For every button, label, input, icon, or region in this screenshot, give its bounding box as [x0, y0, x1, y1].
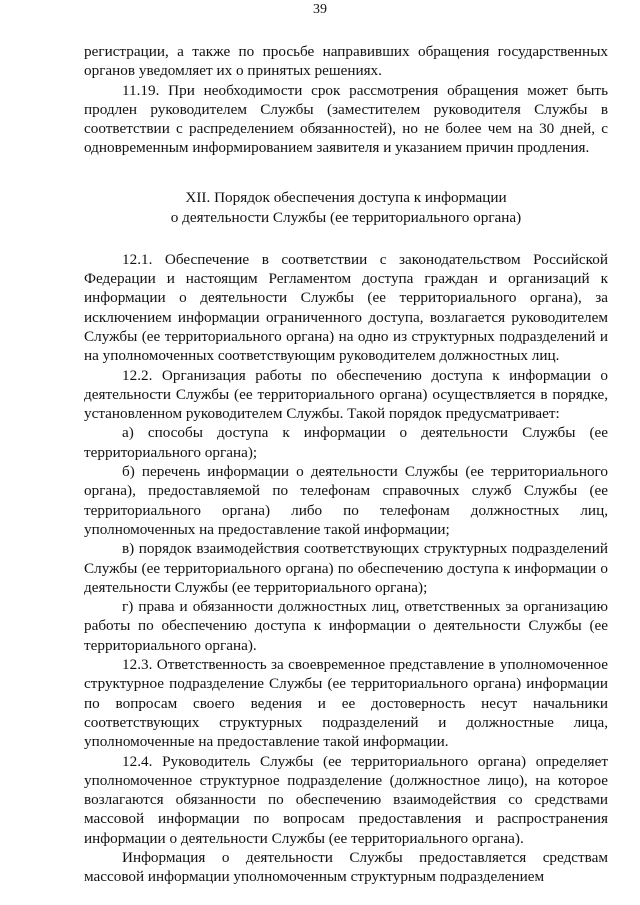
- paragraph-12-2: 12.2. Организация работы по обеспечению доступа к информации о деятельности Службы (ее территориального органа) осуществляется в порядке, установленном руководителем Службы. Такой порядок предусматривает:: [84, 366, 608, 423]
- spacer: [84, 158, 608, 188]
- list-item-b: б) перечень информации о деятельности Службы (ее территориального органа), предоставляемой по телефонам справочных служб Службы (ее территориального органа) либо по телефонам должностных лиц, уполномоченных на предоставление такой информации;: [84, 463, 608, 538]
- paragraph-12-3: 12.3. Ответственность за своевременное представление в уполномоченное структурное подразделение Службы (ее территориального органа) информации по вопросам своего ведения и ее достоверность несут начальники соответствующих структурных подразделений и должностные лица, уполномоченные на предоставление такой информации.: [84, 656, 608, 751]
- list-item-g: г) права и обязанности должностных лиц, ответственных за организацию работы по обеспечению доступа к информации о деятельности Службы (ее территориального органа).: [84, 598, 608, 654]
- list-item-v: в) порядок взаимодействия соответствующих структурных подразделений Службы (ее территориального органа) по обеспечению доступа к информации о деятельности Службы (ее территориального органа);: [84, 540, 608, 596]
- section-heading: [84, 188, 608, 228]
- section-title-line-1: XII. Порядок обеспечения доступа к информации: [185, 188, 507, 206]
- paragraph-12-4: 12.4. Руководитель Службы (ее территориального органа) определяет уполномоченное структурное подразделение (должностное лицо), на которое возлагаются обязанности по обеспечению взаимодействия со средствами массовой информации по вопросам предоставления и распространения информации о деятельности Службы (ее территориального органа).: [84, 752, 608, 847]
- page-number: 39: [313, 2, 327, 17]
- spacer: [84, 228, 608, 250]
- paragraph-continuation: регистрации, а также по просьбе направивших обращения государственных органов уведомляет их о принятых решениях.: [84, 43, 608, 80]
- paragraph-12-1: 12.1. Обеспечение в соответствии с законодательством Российской Федерации и настоящим Регламентом доступа граждан и организаций к информации о деятельности Службы (ее территориального органа), за исключением информации ограниченного доступа, возлагается руководителем Службы (ее территориального органа) на одно из структурных подразделений и на уполномоченных соответствующим руководителем должностных лиц.: [84, 250, 608, 365]
- section-title-line-2: о деятельности Службы (ее территориального органа): [170, 208, 522, 226]
- paragraph-information: Информация о деятельности Службы предоставляется средствам массовой информации уполномоченным структурным подразделением: [84, 848, 608, 886]
- document-body: [84, 42, 608, 887]
- list-item-a: а) способы доступа к информации о деятельности Службы (ее территориального органа);: [84, 424, 608, 461]
- paragraph-11-19: 11.19. При необходимости срок рассмотрения обращения может быть продлен руководителем Службы (заместителем руководителя Службы в соответствии с распределением обязанностей), но не более чем на 30 дней, с одновременным информированием заявителя и указанием причин продления.: [84, 81, 608, 157]
